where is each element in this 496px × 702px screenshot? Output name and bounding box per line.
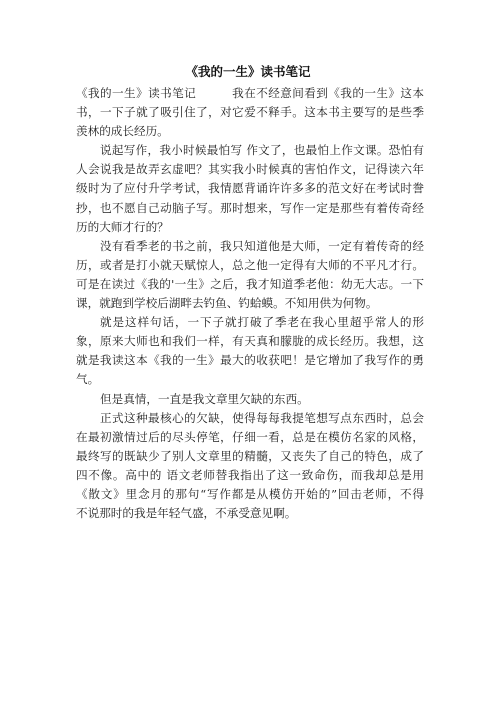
text-line: 《散文》里念月的那句“写作都是从模仿开始的”回击老师，不得 <box>76 486 424 501</box>
text-line: 最终写的既缺少了别人文章里的精髓，又丧失了自己的特色，成了 <box>76 448 424 463</box>
text-line: 气。 <box>76 372 100 387</box>
text-line: 就是这样句话，一下子就打破了季老在我心里超乎常人的形 <box>100 315 424 330</box>
document-body <box>76 84 424 523</box>
text-line: 可是在读过《我的'一生》之后，我才知道季老他：幼无大志。一下 <box>76 276 424 291</box>
text-line: 历的大师才行的？ <box>76 219 169 234</box>
text-line: 级时为了应付升学考试，我情愿背诵许许多多的范文好在考试时誊 <box>76 181 424 196</box>
text-line: 没有看季老的书之前，我只知道他是大师，一定有着传奇的经 <box>100 238 424 253</box>
text-line: 不说那时的我是年轻气盛，不承受意见啊。 <box>76 506 297 521</box>
document-title: 《我的一生》读书笔记 <box>185 64 311 79</box>
text-line: 历，或者是打小就天赋惊人，总之他一定得有大师的不平凡才行。 <box>76 257 424 272</box>
text-line: 说起写作，我小时候最怕写 作文了，也最怕上作文课。恐怕有 <box>100 143 424 158</box>
text-line: 人会说我是故弄玄虚吧？其实我小时候真的害怕作文，记得读六年 <box>76 162 424 177</box>
text-line: 课，就跑到学校后湖畔去钓鱼、钓蛤蟆。不知用供为何物。 <box>76 296 378 311</box>
text-line: 羡林的成长经历。 <box>76 124 169 139</box>
text-line: 四不像。高中的 语文老师替我指出了这一致命伤，而我却总是用 <box>76 467 424 482</box>
text-line: 抄，也不愿自己动脑子写。那时想来，写作一定是那些有着传奇经 <box>76 200 424 215</box>
text-line: 《我的一生》读书笔记 我在不经意间看到《我的一生》这本 <box>76 86 424 100</box>
text-line: 在最初激情过后的尽头停笔，仔细一看，总是在模仿名家的风格， <box>76 429 424 444</box>
text-line: 但是真情，一直是我文章里欠缺的东西。 <box>100 391 309 406</box>
text-line: 书，一下子就了吸引住了，对它爱不释手。这本书主要写的是些季 <box>76 105 424 120</box>
text-line: 就是我读这本《我的一生》最大的收获吧！是它增加了我写作的勇 <box>76 353 424 368</box>
text-line: 正式这种最核心的欠缺，使得每每我提笔想写点东西时，总会 <box>100 410 424 425</box>
text-line: 象，原来大师也和我们一样，有天真和朦胧的成长经历。我想，这 <box>76 334 424 349</box>
